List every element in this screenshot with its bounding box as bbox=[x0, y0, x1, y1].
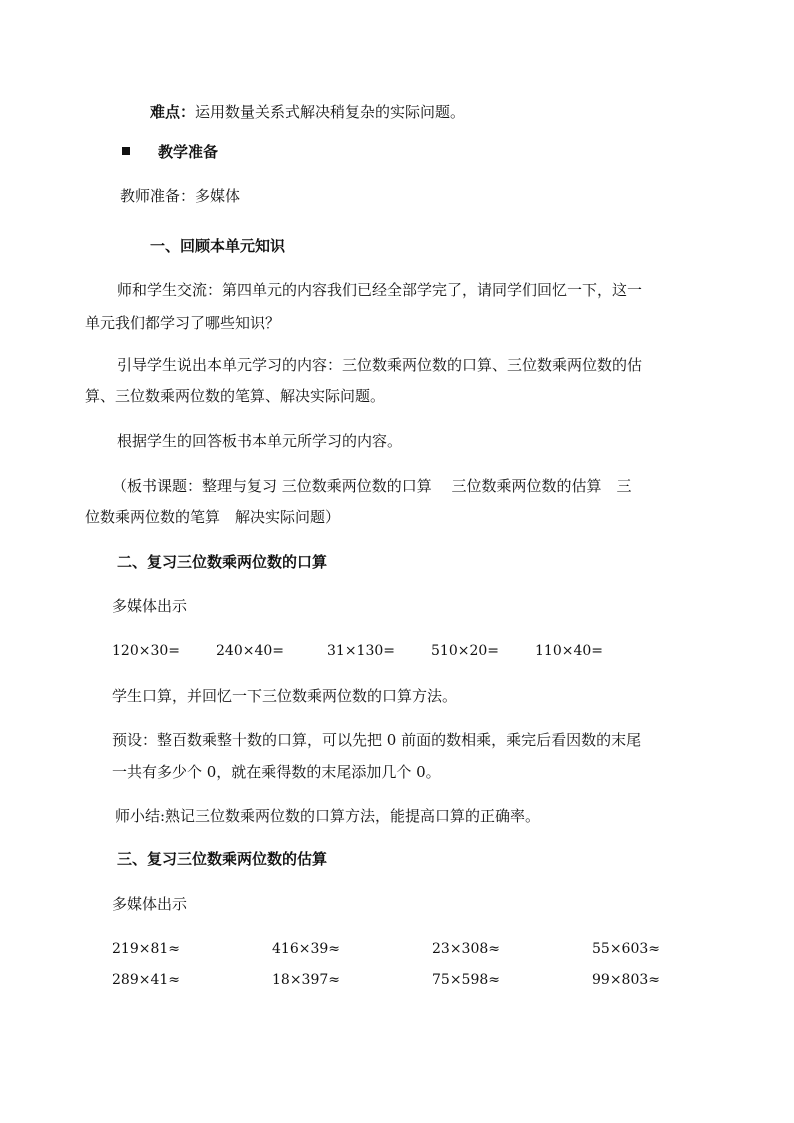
section1-heading: 一、回顾本单元知识 bbox=[150, 237, 286, 255]
section3-heading: 三、复习三位数乘两位数的估算 bbox=[117, 850, 328, 868]
section2-summary: 师小结:熟记三位数乘两位数的口算方法，能提高口算的正确率。 bbox=[115, 807, 541, 825]
section2-p2-line1: 预设：整百数乘整十数的口算，可以先把 0 前面的数相乘，乘完后看因数的末尾 bbox=[112, 731, 642, 749]
difficulty-text: 运用数量关系式解决稍复杂的实际问题。 bbox=[195, 103, 466, 121]
section1-p4-line2: 位数乘两位数的笔算 解决实际问题） bbox=[85, 508, 341, 526]
section2-exercise: 510×20= bbox=[431, 643, 499, 659]
section2-p1: 学生口算，并回忆一下三位数乘两位数的口算方法。 bbox=[112, 687, 458, 705]
section3-show: 多媒体出示 bbox=[112, 895, 188, 913]
section3-exercise: 99×803≈ bbox=[592, 972, 660, 988]
section2-exercise: 240×40= bbox=[216, 643, 284, 659]
section1-p1-line2: 单元我们都学习了哪些知识？ bbox=[85, 314, 281, 332]
difficulty-label: 难点： bbox=[150, 103, 196, 121]
section3-exercise: 55×603≈ bbox=[592, 941, 660, 957]
section3-exercise: 23×308≈ bbox=[432, 941, 500, 957]
section3-exercise: 289×41≈ bbox=[112, 972, 180, 988]
prep-heading-text: 教学准备 bbox=[158, 143, 219, 161]
section1-p2-line2: 算、三位数乘两位数的笔算、解决实际问题。 bbox=[85, 387, 386, 405]
square-bullet-icon bbox=[122, 147, 130, 155]
section3-exercise: 18×397≈ bbox=[272, 972, 340, 988]
section1-p3: 根据学生的回答板书本单元所学习的内容。 bbox=[117, 432, 403, 450]
prep-heading bbox=[122, 142, 218, 162]
teacher-prep: 教师准备：多媒体 bbox=[120, 187, 241, 205]
section3-exercise: 416×39≈ bbox=[272, 941, 340, 957]
section2-exercise: 110×40= bbox=[535, 643, 603, 659]
section1-p1-line1: 师和学生交流：第四单元的内容我们已经全部学完了，请同学们回忆一下，这一 bbox=[117, 281, 643, 299]
section1-p4-line1: （板书课题：整理与复习 三位数乘两位数的口算 三位数乘两位数的估算 三 bbox=[112, 477, 632, 495]
section2-show: 多媒体出示 bbox=[112, 597, 188, 615]
difficulty-line bbox=[150, 102, 465, 122]
section3-exercise: 219×81≈ bbox=[112, 941, 180, 957]
section3-exercise: 75×598≈ bbox=[432, 972, 500, 988]
section2-exercise: 31×130= bbox=[327, 643, 395, 659]
section1-p2-line1: 引导学生说出本单元学习的内容：三位数乘两位数的口算、三位数乘两位数的估 bbox=[117, 356, 643, 374]
section2-exercise: 120×30= bbox=[112, 643, 180, 659]
section2-heading: 二、复习三位数乘两位数的口算 bbox=[117, 553, 328, 571]
section2-p2-line2: 一共有多少个 0，就在乘得数的末尾添加几个 0。 bbox=[112, 763, 441, 781]
